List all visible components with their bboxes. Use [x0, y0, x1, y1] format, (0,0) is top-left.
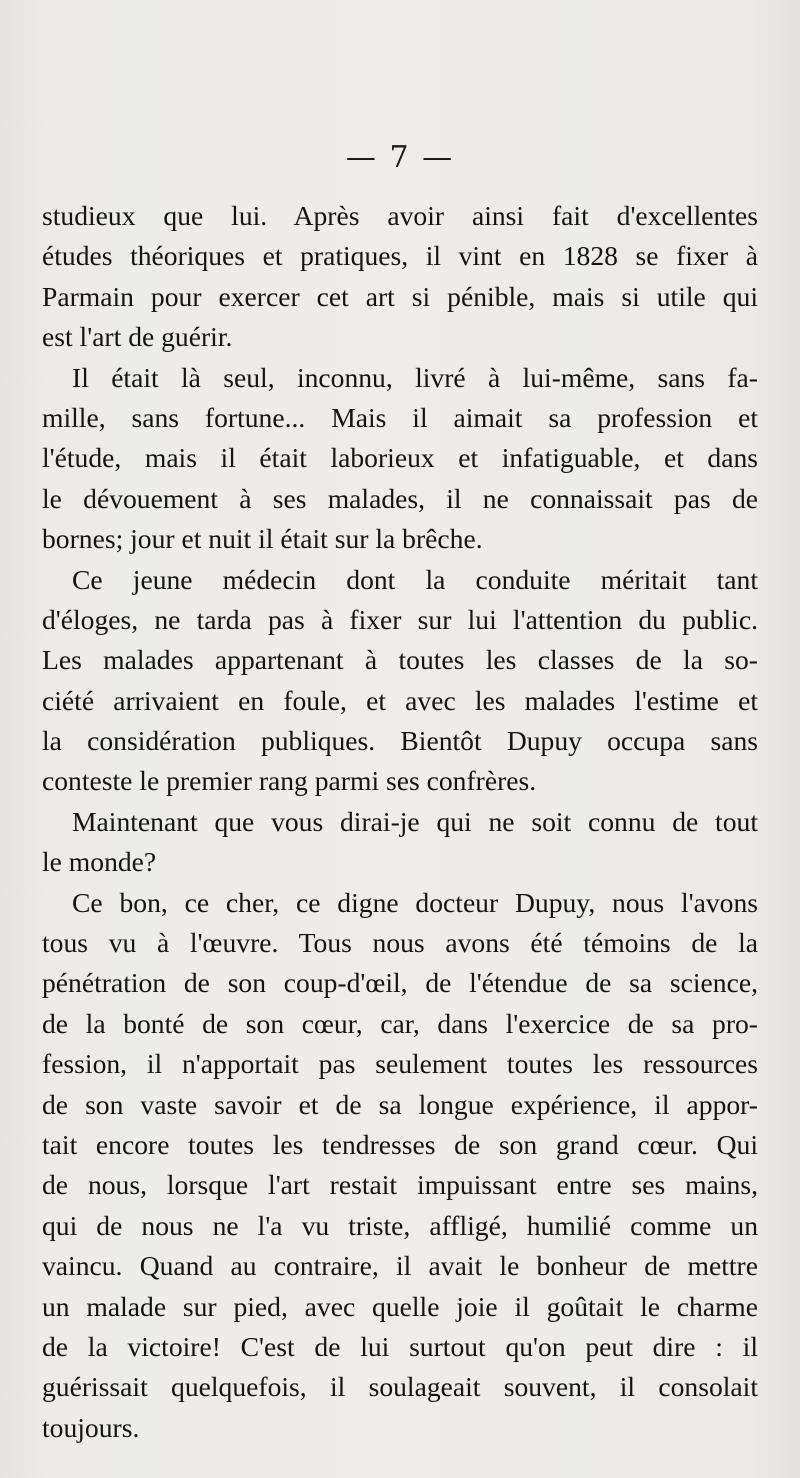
text-line: Maintenant que vous dirai-je qui ne soit connu de tout: [72, 805, 758, 837]
text-line: fession, il n'apportait pas seulement toutes les ressources: [42, 1048, 758, 1080]
text-line: est l'art de guérir.: [42, 321, 233, 353]
text-line: tous vu à l'œuvre. Tous nous avons été témoins de la: [42, 927, 758, 959]
text-line: tait encore toutes les tendresses de son grand cœur. Qui: [42, 1128, 758, 1160]
text-line: ciété arrivaient en foule, et avec les malades l'estime et: [42, 684, 758, 716]
text-line: Les malades appartenant à toutes les classes de la so-: [42, 644, 758, 676]
page-number: — 7 —: [345, 140, 455, 175]
text-line: studieux que lui. Après avoir ainsi fait d'excellentes: [42, 200, 758, 231]
text-line: de la bonté de son cœur, car, dans l'exercice de sa pro-: [42, 1007, 758, 1039]
text-line: de son vaste savoir et de sa longue expérience, il appor-: [42, 1088, 758, 1120]
text-line: de nous, lorsque l'art restait impuissant entre ses mains,: [42, 1169, 758, 1201]
text-line: vaincu. Quand au contraire, il avait le bonheur de mettre: [42, 1250, 758, 1282]
text-line: Ce jeune médecin dont la conduite méritait tant: [72, 563, 758, 595]
text-line: bornes; jour et nuit il était sur la brêche.: [42, 523, 483, 555]
body-text: [42, 196, 758, 1448]
text-line: pénétration de son coup-d'œil, de l'étendue de sa science,: [42, 967, 758, 999]
paragraph-1: [42, 196, 758, 358]
text-line: études théoriques et pratiques, il vint en 1828 se fixer à: [42, 240, 758, 272]
text-line: d'éloges, ne tarda pas à fixer sur lui l'attention du public.: [42, 603, 758, 635]
text-line: Ce bon, ce cher, ce digne docteur Dupuy, nous l'avons: [72, 886, 758, 918]
text-line: de la victoire! C'est de lui surtout qu'on peut dire : il: [42, 1330, 758, 1362]
text-line: mille, sans fortune... Mais il aimait sa profession et: [42, 401, 758, 433]
text-line: l'étude, mais il était laborieux et infatiguable, et dans: [42, 442, 758, 474]
paragraph-3: [42, 560, 758, 802]
text-line: la considération publiques. Bientôt Dupuy occupa sans: [42, 725, 758, 757]
paragraph-4: [42, 802, 758, 883]
text-line: le dévouement à ses malades, il ne connaissait pas de: [42, 482, 758, 514]
text-line: le monde?: [42, 846, 157, 878]
text-line: qui de nous ne l'a vu triste, affligé, humilié comme un: [42, 1209, 758, 1241]
text-line: conteste le premier rang parmi ses confrères.: [42, 765, 537, 797]
text-line: un malade sur pied, avec quelle joie il goûtait le charme: [42, 1290, 758, 1322]
text-line: toujours.: [42, 1411, 140, 1443]
text-line: Parmain pour exercer cet art si pénible, mais si utile qui: [42, 280, 758, 312]
text-line: Il était là seul, inconnu, livré à lui-même, sans fa-: [72, 361, 758, 393]
text-line: guérissait quelquefois, il soulageait souvent, il consolait: [42, 1371, 758, 1403]
paragraph-5: [42, 883, 758, 1448]
paragraph-2: [42, 358, 758, 560]
